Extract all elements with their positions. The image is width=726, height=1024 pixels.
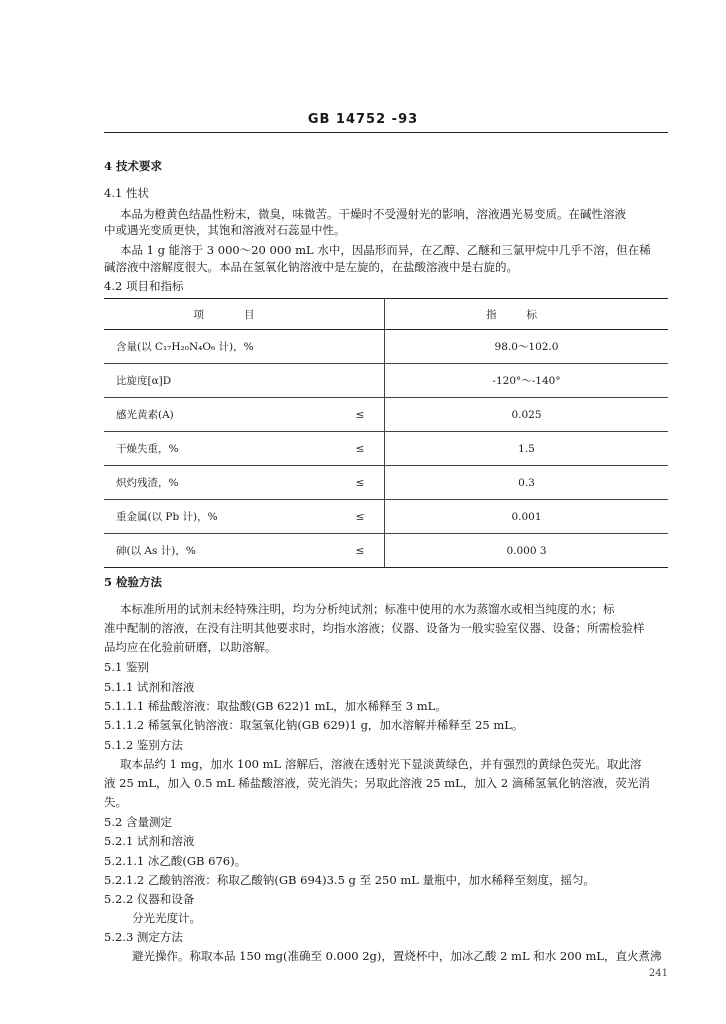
table-row — [104, 330, 668, 364]
item-cell: 重金属(以 Pb 计)，% — [104, 500, 336, 534]
paragraph-line: 准中配制的溶液，在没有注明其他要求时，均指水溶液；仪器、设备为一般实验室仪器、设备；所需检验样 — [104, 621, 645, 635]
clause-5-1-1-2: 5.1.1.2 稀氢氧化钠溶液：取氢氧化钠(GB 629)1 g，加水溶解并稀释至 25 mL。 — [104, 718, 524, 732]
item-cell: 炽灼残渣，% — [104, 466, 336, 500]
standard-header: GB 14752 -93 — [307, 112, 419, 127]
paragraph-line: 本品 1 g 能溶于 3 000～20 000 mL 水中，因晶形而异，在乙醇、乙醚和三氯甲烷中几乎不溶，但在稀 — [120, 243, 651, 257]
value-cell: 1.5 — [385, 432, 669, 466]
clause-5-2-1-1: 5.2.1.1 冰乙酸(GB 676)。 — [104, 854, 247, 868]
section-5-2-1-title: 5.2.1 试剂和溶液 — [104, 834, 195, 848]
paragraph-line: 避光操作。称取本品 150 mg(准确至 0.000 2g)，置烧杯中，加冰乙酸 2 mL 和水 200 mL，直火煮沸 — [132, 949, 662, 963]
operator-cell: ≤ — [336, 500, 385, 534]
spec-table — [104, 298, 668, 568]
section-5-2-2-title: 5.2.2 仪器和设备 — [104, 892, 195, 906]
table-row — [104, 432, 668, 466]
operator-cell — [336, 330, 385, 364]
paragraph-line: 碱溶液中溶解度很大。本品在氢氧化钠溶液中是左旋的，在盐酸溶液中是右旋的。 — [104, 260, 518, 274]
paragraph-line: 本标准所用的试剂未经特殊注明，均为分析纯试剂；标准中使用的水为蒸馏水或相当纯度的水；标 — [120, 602, 615, 616]
operator-cell: ≤ — [336, 534, 385, 568]
table-row — [104, 500, 668, 534]
item-cell: 感光黄素(A) — [104, 398, 336, 432]
paragraph-line: 品均应在化验前研磨，以助溶解。 — [104, 640, 277, 654]
table-row — [104, 398, 668, 432]
item-cell: 干燥失重，% — [104, 432, 336, 466]
section-5-1-1-title: 5.1.1 试剂和溶液 — [104, 680, 195, 694]
section-5-1-2-title: 5.1.2 鉴别方法 — [104, 738, 183, 752]
paragraph-line: 本品为橙黄色结晶性粉末，微臭，味微苦。干燥时不受漫射光的影响，溶液遇光易变质。在碱性溶液 — [120, 207, 626, 221]
paragraph-line: 中或遇光变质更快，其饱和溶液对石蕊显中性。 — [104, 223, 346, 237]
paragraph-line: 取本品约 1 mg，加水 100 mL 溶解后，溶液在透射光下显淡黄绿色，并有强烈的黄绿色荧光。取此溶 — [120, 757, 642, 771]
header-rule — [104, 132, 668, 133]
paragraph-line: 失。 — [104, 795, 127, 809]
clause-5-2-1-2: 5.2.1.2 乙酸钠溶液：称取乙酸钠(GB 694)3.5 g 至 250 mL 量瓶中，加水稀释至刻度，摇匀。 — [104, 873, 596, 887]
section-5-title: 5 检验方法 — [104, 575, 163, 589]
clause-5-1-1-1: 5.1.1.1 稀盐酸溶液：取盐酸(GB 622)1 mL，加水稀释至 3 mL。 — [104, 699, 447, 713]
operator-cell: ≤ — [336, 398, 385, 432]
item-cell: 砷(以 As 计)，% — [104, 534, 336, 568]
operator-cell: ≤ — [336, 432, 385, 466]
paragraph-line: 分光光度计。 — [132, 911, 201, 925]
value-cell: 0.025 — [385, 398, 669, 432]
table-header-row — [104, 299, 668, 330]
operator-cell: ≤ — [336, 466, 385, 500]
value-cell: 0.3 — [385, 466, 669, 500]
col-header-item: 项目 — [104, 299, 385, 330]
value-cell: 0.000 3 — [385, 534, 669, 568]
section-5-2-title: 5.2 含量测定 — [104, 815, 172, 829]
col-header-value: 指标 — [385, 299, 669, 330]
section-5-1-title: 5.1 鉴别 — [104, 660, 149, 674]
table-row — [104, 364, 668, 398]
table-row — [104, 466, 668, 500]
section-4-2-title: 4.2 项目和指标 — [104, 279, 184, 293]
paragraph-line: 液 25 mL，加入 0.5 mL 稀盐酸溶液，荧光消失；另取此溶液 25 mL，加入 2 滴稀氢氧化钠溶液，荧光消 — [104, 776, 650, 790]
item-cell: 比旋度[α]D — [104, 364, 336, 398]
section-4-1-title: 4.1 性状 — [104, 186, 149, 200]
item-cell: 含量(以 C₁₇H₂₀N₄O₆ 计)，% — [104, 330, 336, 364]
value-cell: 98.0～102.0 — [385, 330, 669, 364]
table-row — [104, 534, 668, 568]
page-number: 241 — [648, 968, 668, 979]
section-4-title: 4 技术要求 — [104, 159, 163, 173]
section-5-2-3-title: 5.2.3 测定方法 — [104, 930, 183, 944]
operator-cell — [336, 364, 385, 398]
value-cell: 0.001 — [385, 500, 669, 534]
value-cell: -120°～-140° — [385, 364, 669, 398]
